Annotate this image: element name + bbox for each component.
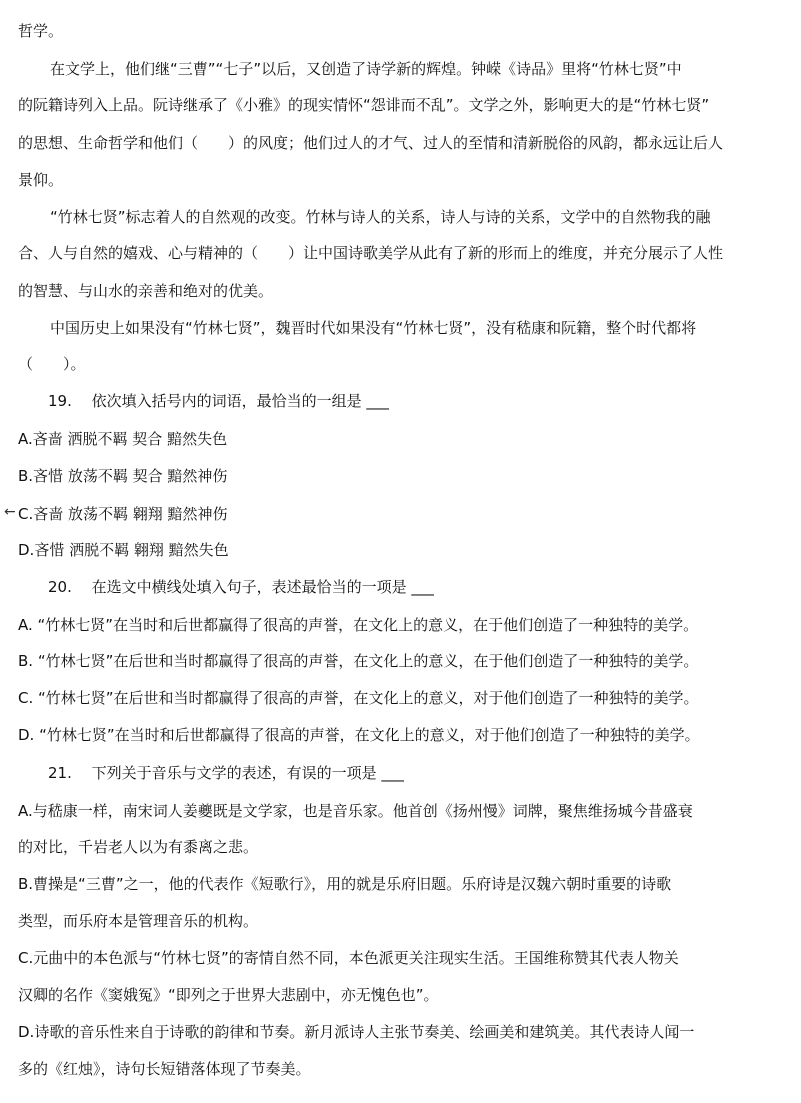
question-stem: 19. 依次填入括号内的词语，最恰当的一组是 ___ [48, 392, 389, 410]
option-b: B.吝惜 放荡不羁 契合 黯然神伤 [18, 467, 228, 485]
option-d-line: D.诗歌的音乐性来自于诗歌的韵律和节奏。新月派诗人主张节奏美、绘画美和建筑美。其代表诗人闻一 [18, 1023, 695, 1041]
option-d-line: 多的《红烛》，诗句长短错落体现了节奏美。 [18, 1060, 311, 1078]
option-a-line: A.与嵇康一样，南宋词人姜夔既是文学家，也是音乐家。他首创《扬州慢》词牌，聚焦维扬城今昔盛衰 [18, 802, 693, 820]
passage-line: 合、人与自然的嬉戏、心与精神的（ ）让中国诗歌美学从此有了新的形而上的维度，并充分展示了人性 [18, 244, 724, 262]
passage-line: “竹林七贤”标志着人的自然观的改变。竹林与诗人的关系，诗人与诗的关系，文学中的自然物我的融 [50, 208, 711, 226]
option-c: C. “竹林七贤”在后世和当时都赢得了很高的声誉，在文化上的意义，对于他们创造了一种独特的美学。 [18, 689, 699, 707]
question-stem: 20. 在选文中横线处填入句子，表述最恰当的一项是 ___ [48, 578, 434, 596]
option-b: B. “竹林七贤”在后世和当时都赢得了很高的声誉，在文化上的意义，在于他们创造了一种独特的美学。 [18, 652, 699, 670]
passage-line: 的阮籍诗列入上品。阮诗继承了《小雅》的现实情怀“怨诽而不乱”。文学之外，影响更大的是“竹林七贤” [18, 96, 710, 114]
option-a: A.吝啬 洒脱不羁 契合 黯然失色 [18, 430, 228, 448]
option-d: D.吝惜 洒脱不羁 翱翔 黯然失色 [18, 541, 229, 559]
option-d: D. “竹林七贤”在当时和后世都赢得了很高的声誉，在文化上的意义，对于他们创造了一种独特的美学。 [18, 726, 700, 744]
passage-line: 的智慧、与山水的亲善和绝对的优美。 [18, 282, 274, 300]
option-c-line: C.元曲中的本色派与“竹林七贤”的寄情自然不同，本色派更关注现实生活。王国维称赞其代表人物关 [18, 949, 679, 967]
option-b-line: 类型，而乐府本是管理音乐的机构。 [18, 912, 259, 930]
question-stem: 21. 下列关于音乐与文学的表述，有误的一项是 ___ [48, 764, 404, 782]
passage-line: 的思想、生命哲学和他们（ ）的风度；他们过人的才气、过人的至情和清新脱俗的风韵，都永远让后人 [18, 134, 724, 152]
passage-line: 在文学上，他们继“三曹”“七子”以后，又创造了诗学新的辉煌。钟嵘《诗品》里将“竹林七贤”中 [50, 60, 682, 78]
option-c: C.吝啬 放荡不羁 翱翔 黯然神伤 [18, 505, 228, 523]
option-c-line: 汉卿的名作《窦娥冤》“即列之于世界大悲剧中，亦无愧色也”。 [18, 986, 439, 1004]
passage-line: 哲学。 [18, 22, 64, 40]
option-b-line: B.曹操是“三曹”之一，他的代表作《短歌行》，用的就是乐府旧题。乐府诗是汉魏六朝时重要的诗歌 [18, 875, 672, 893]
option-a-line: 的对比，千岩老人以为有黍离之悲。 [18, 838, 259, 856]
passage-line: 中国历史上如果没有“竹林七贤”，魏晋时代如果没有“竹林七贤”，没有嵇康和阮籍，整个时代都将 [50, 319, 697, 337]
passage-line: （ ）。 [18, 355, 86, 373]
margin-mark: ← [4, 504, 16, 520]
option-a: A. “竹林七贤”在当时和后世都赢得了很高的声誉，在文化上的意义，在于他们创造了一种独特的美学。 [18, 616, 699, 634]
passage-line: 景仰。 [18, 171, 64, 189]
